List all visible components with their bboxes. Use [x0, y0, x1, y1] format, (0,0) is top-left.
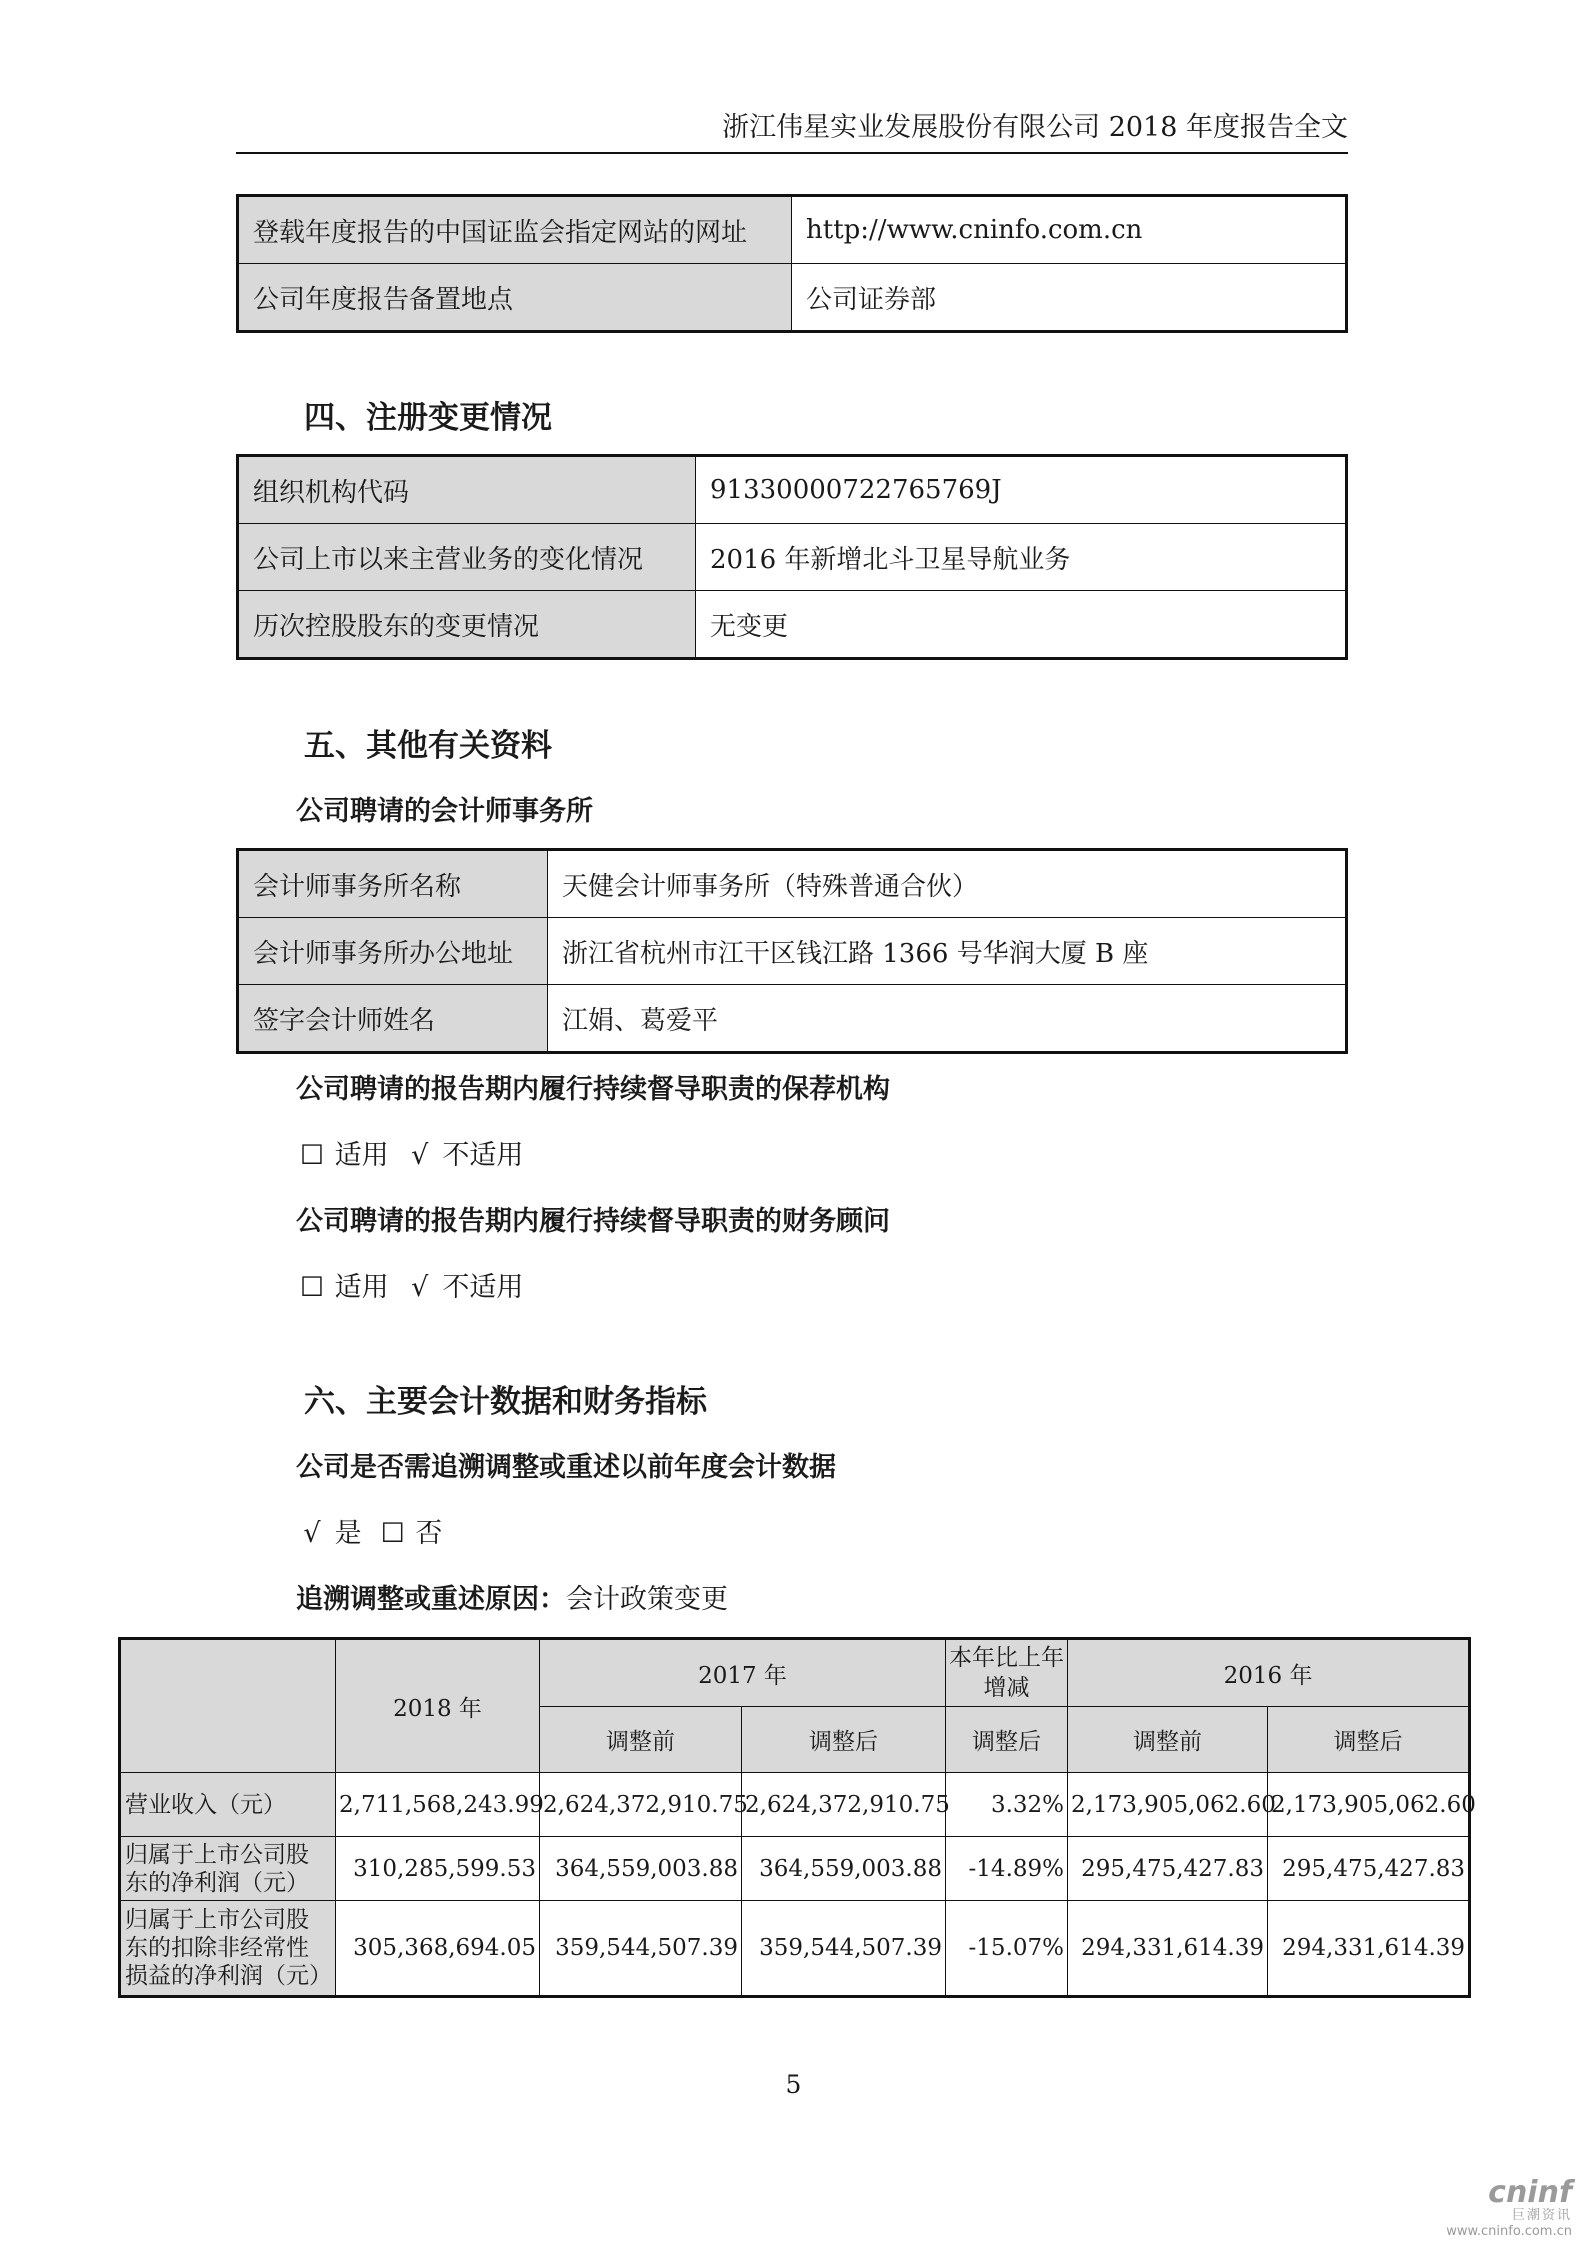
- cninfo-logo-cn: 巨潮资讯: [1511, 2208, 1572, 2223]
- cninfo-logo-url: www.cninfo.com.cn: [1446, 2224, 1572, 2239]
- table-value: 无变更: [696, 591, 1347, 659]
- registration-change-table: [236, 454, 1348, 660]
- header-2017: 2017 年: [540, 1639, 946, 1707]
- cninfo-watermark: [1432, 2175, 1572, 2240]
- table-row: [238, 850, 1347, 918]
- header-rule: [236, 152, 1348, 154]
- applicable-label: 适用: [334, 1272, 389, 1303]
- table-value: http://www.cninfo.com.cn: [792, 196, 1347, 264]
- table-value: 江娟、葛爱平: [548, 985, 1347, 1053]
- table-label: 会计师事务所名称: [238, 850, 548, 918]
- table-row: [238, 196, 1347, 264]
- cell-2016-after: 295,475,427.83: [1268, 1837, 1470, 1901]
- cell-change: 3.32%: [946, 1773, 1068, 1837]
- restate-option: [298, 1514, 442, 1554]
- checkmark-icon: √: [411, 1140, 429, 1171]
- table-value: 公司证券部: [792, 264, 1347, 332]
- table-label: 签字会计师姓名: [238, 985, 548, 1053]
- table-label: 组织机构代码: [238, 456, 696, 524]
- no-label: 否: [415, 1518, 443, 1549]
- table-row: [120, 1837, 1470, 1901]
- row-label: 归属于上市公司股东的净利润（元）: [120, 1837, 336, 1901]
- table-row: [238, 264, 1347, 332]
- header-empty-cell: [120, 1639, 336, 1773]
- table-value: 天健会计师事务所（特殊普通合伙）: [548, 850, 1347, 918]
- checkmark-icon: √: [411, 1272, 429, 1303]
- not-applicable-label: 不适用: [442, 1272, 524, 1303]
- applicable-label: 适用: [334, 1140, 389, 1171]
- section-5-title: 五、其他有关资料: [304, 728, 552, 764]
- header-2016: 2016 年: [1068, 1639, 1470, 1707]
- sponsor-heading: 公司聘请的报告期内履行持续督导职责的保荐机构: [296, 1074, 890, 1105]
- cell-2018: 2,711,568,243.99: [336, 1773, 540, 1837]
- cell-2016-before: 295,475,427.83: [1068, 1837, 1268, 1901]
- section-6-title: 六、主要会计数据和财务指标: [304, 1384, 707, 1420]
- reason-value: 会计政策变更: [566, 1584, 728, 1615]
- table-value: 2016 年新增北斗卫星导航业务: [696, 524, 1347, 591]
- header-2018: 2018 年: [336, 1639, 540, 1773]
- unchecked-box-icon: ☐: [380, 1518, 405, 1549]
- unchecked-box-icon: ☐: [299, 1140, 325, 1171]
- cell-2017-after: 364,559,003.88: [742, 1837, 946, 1901]
- cell-2017-before: 359,544,507.39: [540, 1901, 742, 1997]
- cell-2016-after: 2,173,905,062.60: [1268, 1773, 1470, 1837]
- cell-2016-before: 294,331,614.39: [1068, 1901, 1268, 1997]
- checkmark-icon: √: [303, 1518, 321, 1549]
- running-header: 浙江伟星实业发展股份有限公司 2018 年度报告全文: [722, 112, 1348, 143]
- header-2017-before: 调整前: [540, 1707, 742, 1773]
- reason-label: 追溯调整或重述原因：: [296, 1584, 566, 1615]
- cell-2017-after: 359,544,507.39: [742, 1901, 946, 1997]
- table-row: [120, 1773, 1470, 1837]
- table-label: 历次控股股东的变更情况: [238, 591, 696, 659]
- table-label: 公司年度报告备置地点: [238, 264, 792, 332]
- cell-2017-before: 364,559,003.88: [540, 1837, 742, 1901]
- cell-2017-after: 2,624,372,910.75: [742, 1773, 946, 1837]
- financial-data-table: [118, 1637, 1476, 1998]
- table-row: [238, 918, 1347, 985]
- page-number: 5: [785, 2070, 802, 2099]
- row-label: 归属于上市公司股东的扣除非经常性损益的净利润（元）: [120, 1901, 336, 1997]
- unchecked-box-icon: ☐: [299, 1272, 325, 1303]
- row-label: 营业收入（元）: [120, 1773, 336, 1837]
- header-2016-before: 调整前: [1068, 1707, 1268, 1773]
- cell-2018: 310,285,599.53: [336, 1837, 540, 1901]
- accountant-table: [236, 848, 1348, 1054]
- sponsor-option: [298, 1136, 523, 1176]
- cell-change: -14.89%: [946, 1837, 1068, 1901]
- report-location-table: [236, 194, 1348, 333]
- table-label: 登载年度报告的中国证监会指定网站的网址: [238, 196, 792, 264]
- section-4-title: 四、注册变更情况: [304, 400, 552, 436]
- cell-2018: 305,368,694.05: [336, 1901, 540, 1997]
- table-row: [238, 591, 1347, 659]
- table-value: 浙江省杭州市江干区钱江路 1366 号华润大厦 B 座: [548, 918, 1347, 985]
- cell-2017-before: 2,624,372,910.75: [540, 1773, 742, 1837]
- header-change-after: 调整后: [946, 1707, 1068, 1773]
- cell-2016-after: 294,331,614.39: [1268, 1901, 1470, 1997]
- accountant-heading: 公司聘请的会计师事务所: [296, 796, 593, 827]
- header-2016-after: 调整后: [1268, 1707, 1470, 1773]
- cell-change: -15.07%: [946, 1901, 1068, 1997]
- table-header-row: [120, 1639, 1470, 1707]
- restate-question: 公司是否需追溯调整或重述以前年度会计数据: [296, 1452, 836, 1483]
- table-row: [238, 456, 1347, 524]
- cninfo-logo-text: cninf: [1488, 2175, 1572, 2210]
- header-2017-after: 调整后: [742, 1707, 946, 1773]
- cell-2016-before: 2,173,905,062.60: [1068, 1773, 1268, 1837]
- advisor-option: [298, 1268, 523, 1308]
- table-row: [238, 985, 1347, 1053]
- table-label: 会计师事务所办公地址: [238, 918, 548, 985]
- table-row: [238, 524, 1347, 591]
- not-applicable-label: 不适用: [442, 1140, 524, 1171]
- table-label: 公司上市以来主营业务的变化情况: [238, 524, 696, 591]
- header-change: 本年比上年增减: [946, 1639, 1068, 1707]
- advisor-heading: 公司聘请的报告期内履行持续督导职责的财务顾问: [296, 1206, 890, 1237]
- table-value: 91330000722765769J: [696, 456, 1347, 524]
- table-row: [120, 1901, 1470, 1997]
- restate-reason: [296, 1580, 728, 1620]
- yes-label: 是: [334, 1518, 362, 1549]
